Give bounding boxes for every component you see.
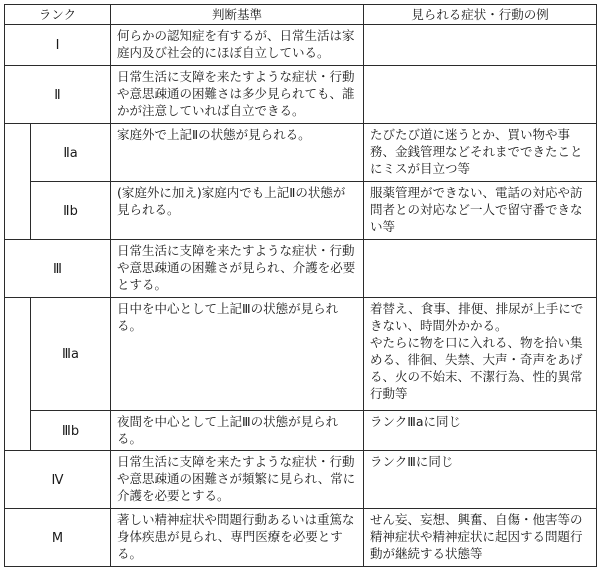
criteria-cell: 家庭外で上記Ⅱの状態が見られる。 (111, 124, 364, 182)
criteria-cell: 何らかの認知症を有するが、日常生活は家庭内及び社会的にほぼ自立している。 (111, 25, 364, 66)
table-row (5, 25, 597, 66)
criteria-cell: (家庭外に加え)家庭内でも上記Ⅱの状態が見られる。 (111, 182, 364, 240)
table-row (5, 509, 597, 567)
rank-label: Ⅰ (55, 38, 60, 53)
rank-label: Ⅲa (62, 347, 79, 362)
rank-label: Ⅱ (54, 87, 61, 103)
indent-cell (5, 182, 31, 240)
rank-label: Ⅱb (63, 203, 78, 219)
dementia-rank-table (4, 4, 597, 567)
symptoms-cell: ランクⅢaに同じ (364, 411, 597, 451)
criteria-cell: 日常生活に支障を来たすような症状・行動や意思疎通の困難さが見られ、介護を必要とする。 (111, 240, 364, 298)
rank-label: Ⅲb (61, 423, 80, 439)
indent-cell (5, 124, 31, 182)
header-symptoms: 見られる症状・行動の例 (364, 5, 597, 25)
rank-label: Ⅱa (63, 145, 78, 161)
symptoms-cell (364, 240, 597, 298)
symptoms-cell: せん妄、妄想、興奮、自傷・他害等の精神症状や精神症状に起因する問題行動が継続する状態等 (364, 509, 597, 567)
symptoms-cell (364, 25, 597, 66)
indent-cell (5, 411, 31, 451)
table-row (5, 240, 597, 298)
header-criteria: 判断基準 (111, 5, 364, 25)
criteria-cell: 日常生活に支障を来たすような症状・行動や意思疎通の困難さが頻繁に見られ、常に介護を必要とする。 (111, 451, 364, 509)
header-row (5, 5, 597, 25)
symptoms-cell (364, 66, 597, 124)
rank-label: Ⅳ (51, 472, 64, 488)
symptoms-cell: 着替え、食事、排便、排尿が上手にできない、時間外かかる。 やたらに物を口に入れる、物を拾い集める、徘徊、失禁、大声・奇声をあげる、火の不始末、不潔行為、性的異常行動等 (364, 298, 597, 411)
criteria-cell: 日中を中心として上記Ⅲの状態が見られる。 (111, 298, 364, 411)
table-row (5, 182, 597, 240)
rank-label: M (51, 530, 64, 546)
symptoms-cell: 服薬管理ができない、電話の対応や訪問者との対応など一人で留守番できない等 (364, 182, 597, 240)
table-row (5, 411, 597, 451)
table-row (5, 298, 597, 411)
symptoms-cell: ランクⅢに同じ (364, 451, 597, 509)
header-rank: ランク (5, 5, 111, 25)
rank-label: Ⅲ (53, 261, 62, 277)
table-row (5, 66, 597, 124)
symptoms-cell: たびたび道に迷うとか、買い物や事務、金銭管理などそれまでできたことにミスが目立つ等 (364, 124, 597, 182)
table-row (5, 451, 597, 509)
table-row (5, 124, 597, 182)
criteria-cell: 夜間を中心として上記Ⅲの状態が見られる。 (111, 411, 364, 451)
criteria-cell: 日常生活に支障を来たすような症状・行動や意思疎通の困難さは多少見られても、誰かが注意していれば自立できる。 (111, 66, 364, 124)
criteria-cell: 著しい精神症状や問題行動あるいは重篤な身体疾患が見られ、専門医療を必要とする。 (111, 509, 364, 567)
indent-cell (5, 298, 31, 411)
